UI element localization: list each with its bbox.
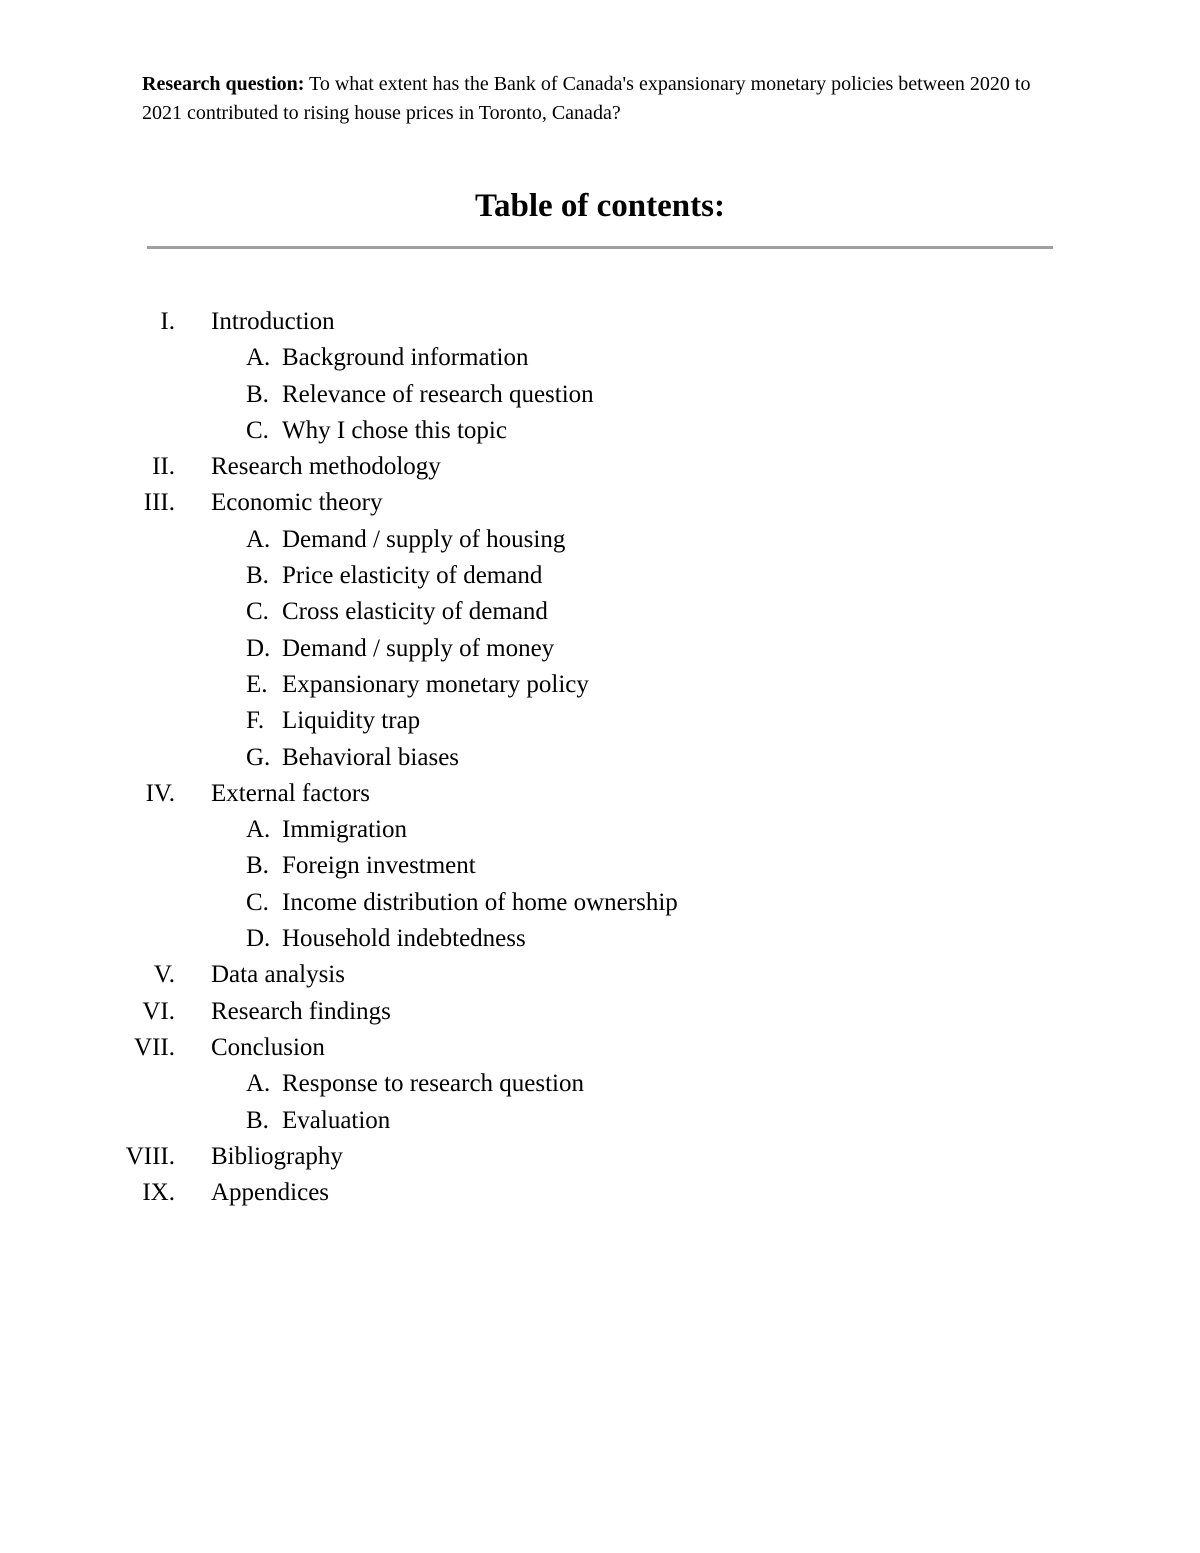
toc-subsection: [0, 667, 1200, 703]
toc-subsection-title: Immigration: [282, 816, 407, 844]
toc-subsection: [0, 1103, 1200, 1139]
toc-section-numeral: I.: [160, 308, 175, 335]
research-question: [142, 70, 1062, 128]
toc-subsection-letter: B.: [246, 380, 269, 408]
toc-subsection-title: Relevance of research question: [282, 380, 594, 408]
toc-section-numeral: IX.: [142, 1179, 175, 1207]
horizontal-rule: [147, 246, 1053, 249]
toc-section-numeral: IV.: [145, 779, 175, 807]
toc-section-title: External factors: [211, 779, 370, 807]
toc-subsection-letter: B.: [246, 1106, 269, 1134]
toc-subsection-title: Cross elasticity of demand: [282, 598, 548, 626]
toc-section: [0, 776, 1200, 812]
toc-subsection: [0, 340, 1200, 376]
toc-subsection-title: Foreign investment: [282, 852, 476, 880]
toc-subsection: [0, 631, 1200, 667]
toc-subsection-title: Price elasticity of demand: [282, 562, 543, 590]
toc-subsection-title: Behavioral biases: [282, 743, 460, 771]
toc-subsection: [0, 413, 1200, 449]
toc-subsection-letter: D.: [246, 925, 271, 953]
toc-subsection-title: Liquidity trap: [282, 707, 421, 735]
toc-subsection-letter: E.: [246, 670, 268, 698]
toc-section-numeral: VIII.: [125, 1142, 175, 1170]
toc-section-numeral: VI.: [142, 997, 175, 1025]
research-question-text: To what extent has the Bank of Canada's expansionary monetary policies between 2020 to 2021 contributed to rising house prices in Toronto, Canada?: [142, 73, 1031, 124]
toc-subsection: [0, 921, 1200, 957]
toc-subsection-letter: A.: [246, 816, 271, 844]
toc-section-numeral: VII.: [134, 1033, 175, 1061]
toc-section: [0, 994, 1200, 1030]
toc-subsection-title: Demand / supply of housing: [282, 525, 566, 553]
toc-section: [0, 957, 1200, 993]
toc-subsection-letter: B.: [246, 852, 269, 880]
toc-subsection-letter: C.: [246, 598, 269, 626]
toc-subsection-letter: F.: [246, 707, 265, 735]
toc-section-title: Bibliography: [211, 1142, 343, 1170]
toc-subsection-title: Background information: [282, 344, 529, 372]
research-question-label: Research question:: [142, 73, 305, 95]
toc-title: Table of contents:: [475, 188, 725, 224]
toc-section: [0, 1139, 1200, 1175]
toc-subsection: [0, 558, 1200, 594]
toc-subsection-letter: D.: [246, 634, 271, 662]
toc-subsection-title: Response to research question: [282, 1070, 585, 1098]
toc-subsection-letter: B.: [246, 562, 269, 590]
toc-section-numeral: V.: [153, 961, 175, 989]
toc-subsection: [0, 885, 1200, 921]
toc-subsection-letter: C.: [246, 888, 269, 916]
toc-subsection-title: Income distribution of home ownership: [282, 888, 678, 916]
toc-subsection: [0, 740, 1200, 776]
toc-subsection: [0, 522, 1200, 558]
toc-subsection: [0, 594, 1200, 630]
toc-section-title: Research findings: [211, 997, 391, 1025]
toc-section-title: Appendices: [211, 1179, 330, 1207]
toc-section-title: Introduction: [211, 308, 335, 335]
toc-subsection-title: Expansionary monetary policy: [282, 670, 589, 698]
toc-section-title: Data analysis: [211, 961, 345, 989]
toc-subsection-letter: A.: [246, 344, 271, 372]
toc-section: [0, 304, 1200, 340]
toc-subsection-letter: A.: [246, 1070, 271, 1098]
toc-subsection-title: Household indebtedness: [282, 925, 526, 953]
toc-section-numeral: II.: [152, 453, 175, 481]
toc-subsection: [0, 848, 1200, 884]
toc-subsection-title: Demand / supply of money: [282, 634, 555, 662]
toc-section-numeral: III.: [143, 489, 175, 517]
toc-section-title: Economic theory: [211, 489, 383, 517]
toc-subsection-letter: C.: [246, 416, 269, 444]
toc-subsection: [0, 377, 1200, 413]
toc-subsection: [0, 703, 1200, 739]
toc-subsection: [0, 1066, 1200, 1102]
toc-subsection: [0, 812, 1200, 848]
toc-subsection-letter: A.: [246, 525, 271, 553]
toc-section: [0, 1030, 1200, 1066]
toc-section-title: Conclusion: [211, 1033, 325, 1061]
toc-subsection-title: Evaluation: [282, 1106, 391, 1134]
table-of-contents: [0, 304, 1200, 1211]
toc-subsection-letter: G.: [246, 743, 271, 771]
toc-subsection-title: Why I chose this topic: [282, 416, 507, 444]
toc-section: [0, 485, 1200, 521]
toc-section: [0, 1175, 1200, 1211]
toc-section: [0, 449, 1200, 485]
toc-section-title: Research methodology: [211, 453, 441, 481]
